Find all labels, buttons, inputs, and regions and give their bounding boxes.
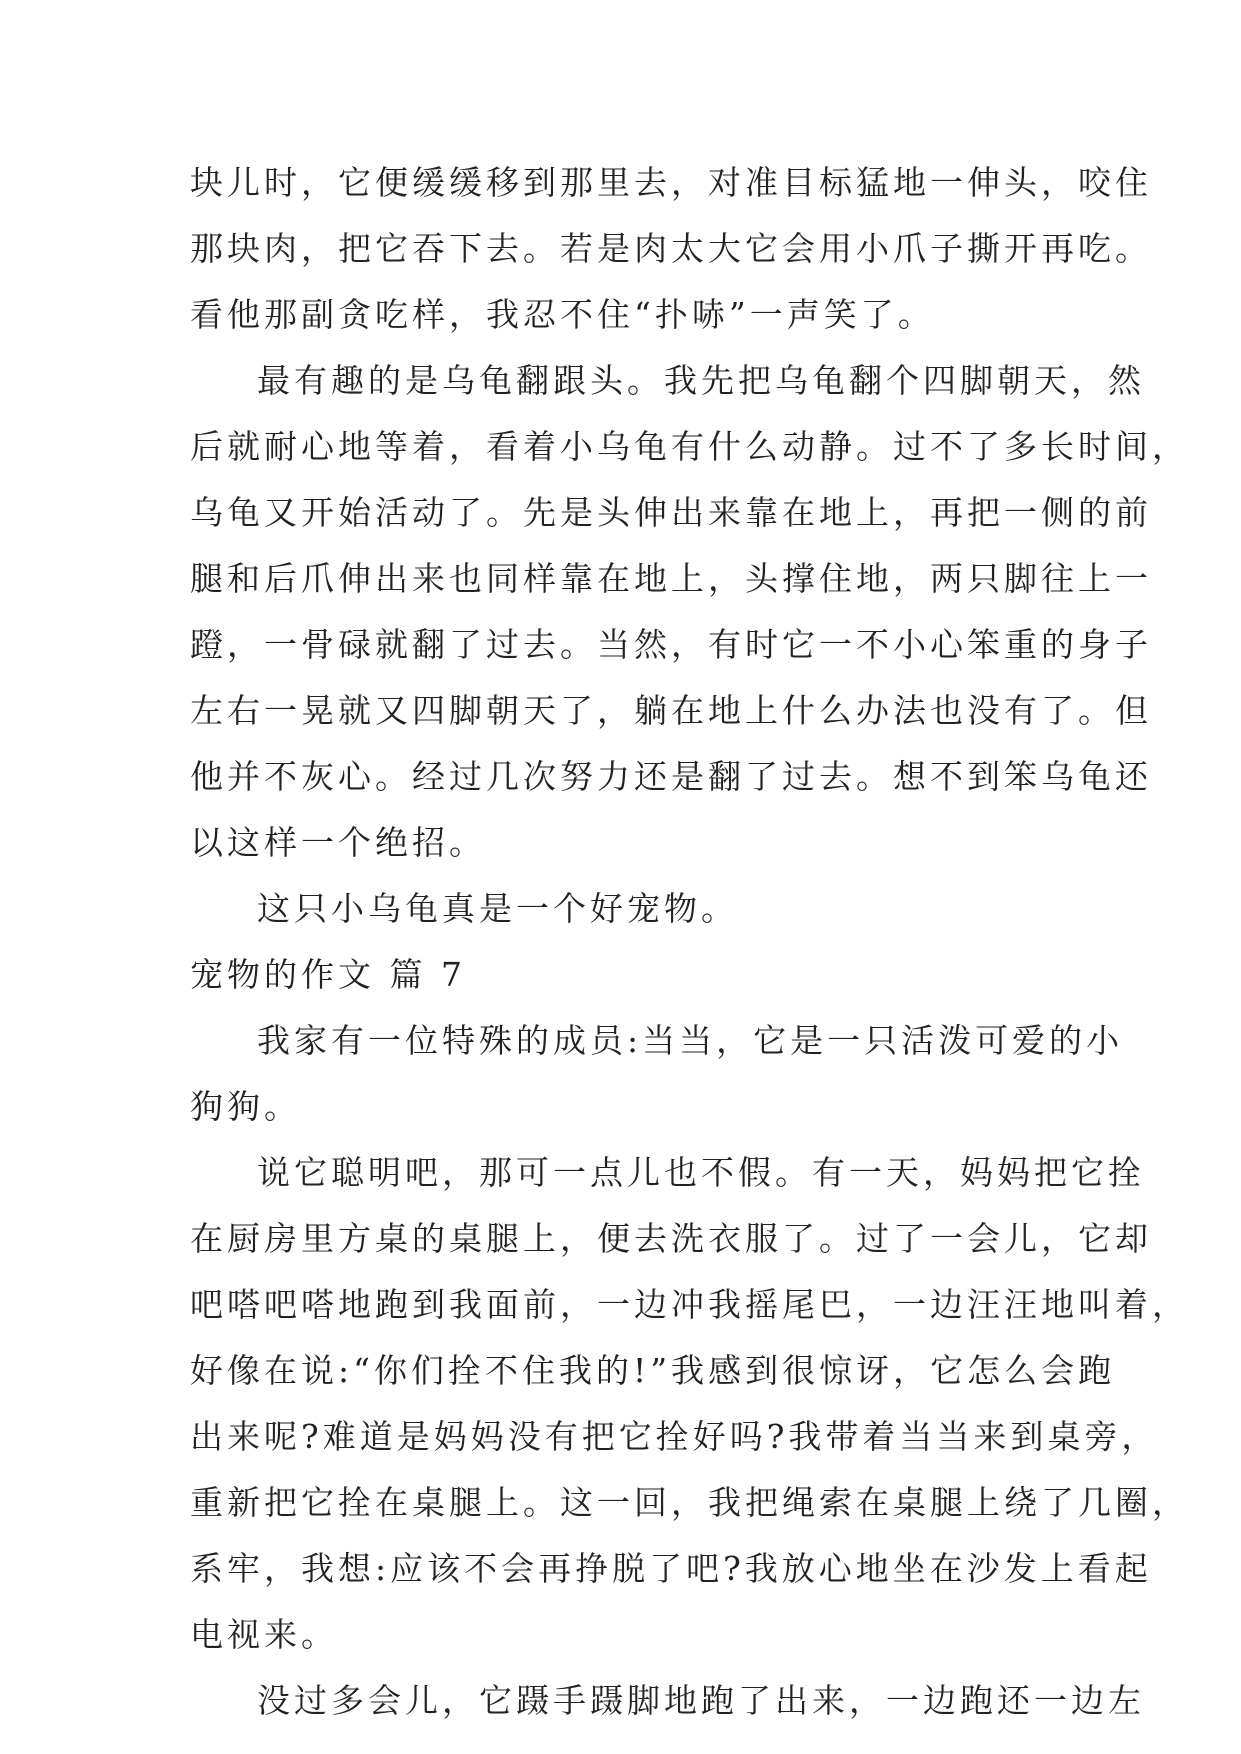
text-line: 在厨房里方桌的桌腿上，便去洗衣服了。过了一会儿，它却	[190, 1219, 1152, 1258]
text-line: 蹬，一骨碌就翻了过去。当然，有时它一不小心笨重的身子	[190, 625, 1152, 664]
text-line: 腿和后爪伸出来也同样靠在地上，头撑住地，两只脚往上一	[190, 559, 1152, 598]
paragraph-start-line: 这只小乌龟真是一个好宠物。	[257, 889, 738, 928]
paragraph-start-line: 最有趣的是乌龟翻跟头。我先把乌龟翻个四脚朝天，然	[257, 361, 1145, 400]
text-line: 好像在说:“你们拴不住我的!”我感到很惊讶，它怎么会跑	[190, 1351, 1116, 1390]
paragraph-start-line: 没过多会儿，它蹑手蹑脚地跑了出来，一边跑还一边左	[257, 1681, 1145, 1720]
text-line: 出来呢?难道是妈妈没有把它拴好吗?我带着当当来到桌旁，	[190, 1417, 1159, 1456]
text-line: 系牢，我想:应该不会再挣脱了吧?我放心地坐在沙发上看起	[190, 1549, 1152, 1588]
text-line: 看他那副贪吃样，我忍不住“扑哧”一声笑了。	[190, 295, 935, 334]
text-line: 那块肉，把它吞下去。若是肉太大它会用小爪子撕开再吃。	[190, 229, 1152, 268]
section-heading: 宠物的作文 篇 7	[190, 955, 466, 994]
paragraph-start-line: 说它聪明吧，那可一点儿也不假。有一天，妈妈把它拴	[257, 1153, 1145, 1192]
text-line: 左右一晃就又四脚朝天了，躺在地上什么办法也没有了。但	[190, 691, 1152, 730]
text-line: 吧嗒吧嗒地跑到我面前，一边冲我摇尾巴，一边汪汪地叫着，	[190, 1285, 1189, 1324]
text-line: 重新把它拴在桌腿上。这一回，我把绳索在桌腿上绕了几圈，	[190, 1483, 1189, 1522]
text-line: 以这样一个绝招。	[190, 823, 486, 862]
text-line: 后就耐心地等着，看着小乌龟有什么动静。过不了多长时间，	[190, 427, 1189, 466]
text-line: 他并不灰心。经过几次努力还是翻了过去。想不到笨乌龟还	[190, 757, 1152, 796]
text-line: 块儿时，它便缓缓移到那里去，对准目标猛地一伸头，咬住	[190, 163, 1152, 202]
text-line: 狗狗。	[190, 1087, 301, 1126]
text-line: 电视来。	[190, 1615, 338, 1654]
paragraph-start-line: 我家有一位特殊的成员:当当，它是一只活泼可爱的小	[257, 1021, 1124, 1060]
text-line: 乌龟又开始活动了。先是头伸出来靠在地上，再把一侧的前	[190, 493, 1152, 532]
